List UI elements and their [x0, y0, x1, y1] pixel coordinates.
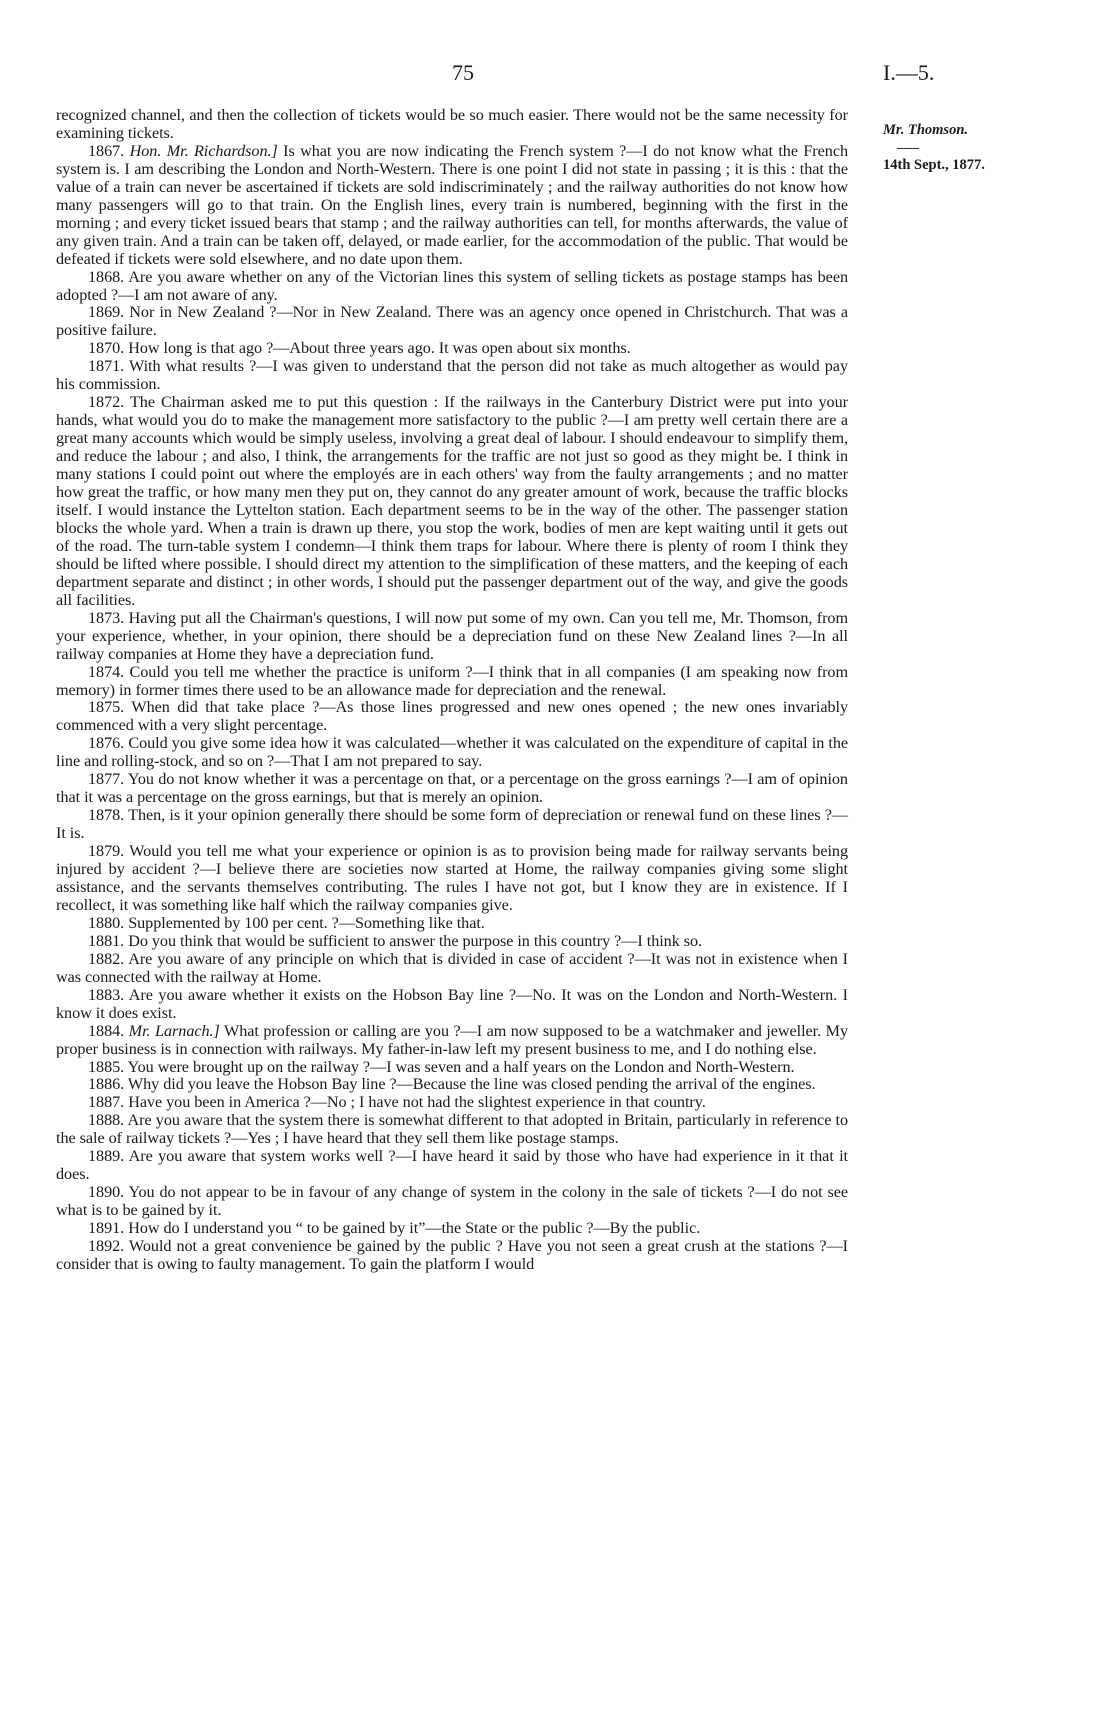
page-number: 75	[452, 60, 474, 85]
paragraph-text: Are you aware that the system there is somewhat different to that adopted in Britain, particularly in reference to the sale of railway tickets ?—Yes ; I have heard that they sell them like postage stamps.	[56, 1111, 848, 1148]
question-number: 1870.	[88, 339, 125, 358]
paragraph-text: Could you tell me whether the practice is uniform ?—I think that in all companies (I am speaking now from memory) in former times there used to be an allowance made for depreciation and the renewal.	[56, 662, 849, 699]
margin-note	[883, 121, 985, 175]
question-number: 1892.	[88, 1237, 125, 1256]
testimony-paragraph	[56, 304, 848, 340]
paragraph-text: recognized channel, and then the collection of tickets would be so much easier. There would not be the same necessity for examining tickets.	[56, 106, 848, 142]
testimony-paragraph	[56, 1076, 848, 1094]
question-number: 1867.	[88, 141, 125, 160]
page-header	[0, 60, 1114, 88]
testimony-paragraph	[56, 610, 848, 664]
testimony-paragraph	[56, 1094, 848, 1112]
question-number: 1886.	[88, 1075, 125, 1094]
testimony-paragraph	[56, 269, 848, 305]
paragraph-text: Supplemented by 100 per cent. ?—Something like that.	[128, 913, 485, 932]
hearing-date: 14th Sept., 1877.	[883, 157, 985, 173]
testimony-paragraph	[56, 843, 848, 915]
paragraph-text: You do not know whether it was a percentage on that, or a percentage on the gross earnings ?—I am of opinion that it was a percentage on the gross earnings, but that is merely an opinion.	[56, 770, 848, 807]
question-number: 1889.	[88, 1147, 125, 1166]
question-number: 1871.	[88, 357, 125, 376]
question-number: 1881.	[88, 931, 125, 950]
testimony-paragraph	[56, 1148, 848, 1184]
paragraph-text: Are you aware of any principle on which that is divided in case of accident ?—It was not in existence when I was connected with the railway at Home.	[56, 949, 848, 986]
question-number: 1880.	[88, 913, 125, 932]
paragraph-text: The Chairman asked me to put this question : If the railways in the Canterbury District were put into your hands, what would you do to make the management more satisfactory to the public ?—I am pretty well certain there are a great many accounts which would be simply useless, involving a great deal of labour. I should endeavour to simplify them, and reduce the labour ; and also, I think, the arrangements for the traffic are not just so good as they might be. I think in many stations I could point out where the employés are in each others' way from the faulty arrangements ; and no matter how great the traffic, or how many men they put on, they cannot do any greater amount of work, because the traffic blocks itself. I would instance the Lyttelton station. Each department seems to be in the way of the other. The passenger station blocks the whole yard. When a train is drawn up there, you stop the work, bodies of men are kept waiting until it gets out of the road. The turn-table system I condemn—I think them traps for labour. Where there is plenty of room I think they should be lifted where possible. I should direct my attention to the simplification of these matters, and the keeping of each department separate and distinct ; in other words, I should put the passenger department out of the way, and give the goods all facilities.	[56, 393, 848, 609]
paragraph-text: When did that take place ?—As those lines progressed and new ones opened ; the new ones invariably commenced with a very slight percentage.	[56, 698, 848, 735]
document-reference: I.—5.	[883, 60, 935, 85]
paragraph-text: Would you tell me what your experience or opinion is as to provision being made for railway servants being injured by accident ?—I believe there are societies now started at Home, the railway companies giving some slight assistance, and the servants themselves contributing. The rules I have not got, but I know they are in existence. If I recollect, it was something like half which the railway companies give.	[56, 842, 848, 914]
question-number: 1888.	[88, 1111, 125, 1130]
paragraph-text: Do you think that would be sufficient to answer the purpose in this country ?—I think so.	[128, 931, 703, 950]
question-number: 1882.	[88, 949, 125, 968]
testimony-paragraph	[56, 807, 848, 843]
paragraph-text: Are you aware that system works well ?—I have heard it said by those who have had experience in it that it does.	[56, 1147, 849, 1184]
question-number: 1879.	[88, 842, 125, 861]
testimony-paragraph	[56, 394, 848, 609]
paragraph-text: Are you aware whether it exists on the Hobson Bay line ?—No. It was on the London and North-Western. I know it does exist.	[56, 985, 848, 1022]
divider	[897, 148, 919, 149]
paragraph-text: Are you aware whether on any of the Victorian lines this system of selling tickets as postage stamps has been adopted ?—I am not aware of any.	[56, 267, 848, 304]
question-number: 1874.	[88, 662, 125, 681]
paragraph-text: With what results ?—I was given to understand that the person did not take as much altogether as would pay his commission.	[56, 357, 848, 394]
paragraph-text: Have you been in America ?—No ; I have not had the slightest experience in that country.	[128, 1093, 706, 1112]
question-number: 1872.	[88, 393, 125, 412]
paragraph-text: How long is that ago ?—About three years ago. It was open about six months.	[128, 339, 631, 358]
testimony-paragraph	[56, 915, 848, 933]
paragraph-text: Would not a great convenience be gained by the public ? Have you not seen a great crush at the stations ?—I consider that is owing to faulty management. To gain the platform I would	[56, 1237, 848, 1273]
paragraph-text: Nor in New Zealand ?—Nor in New Zealand. There was an agency once opened in Christchurch. That was a positive failure.	[56, 303, 848, 340]
paragraph-text: You do not appear to be in favour of any change of system in the colony in the sale of tickets ?—I do not see what is to be gained by it.	[56, 1183, 848, 1220]
paragraph-text: What profession or calling are you ?—I am now supposed to be a watchmaker and jeweller. My proper business is in connection with railways. My father-in-law left my present business to me, and I do nothing else.	[56, 1021, 848, 1058]
testimony-paragraph	[56, 340, 848, 358]
paragraph-text: Then, is it your opinion generally there should be some form of depreciation or renewal fund on these lines ?—It is.	[56, 806, 848, 843]
speaker-name: Hon. Mr. Richardson.]	[129, 141, 278, 160]
question-number: 1890.	[88, 1183, 125, 1202]
paragraph-text: Having put all the Chairman's questions, I will now put some of my own. Can you tell me, Mr. Thomson, from your experience, whether, in your opinion, there should be a depreciation fund on these New Zealand lines ?—In all railway companies at Home they have a depreciation fund.	[56, 608, 849, 663]
question-number: 1884.	[88, 1021, 125, 1040]
question-number: 1876.	[88, 734, 125, 753]
testimony-paragraph	[56, 107, 848, 143]
testimony-paragraph	[56, 664, 848, 700]
paragraph-text: How do I understand you “ to be gained by it”—the State or the public ?—By the public.	[128, 1219, 701, 1238]
testimony-paragraph	[56, 735, 848, 771]
testimony-paragraph	[56, 951, 848, 987]
question-number: 1869.	[88, 303, 125, 322]
testimony-paragraph	[56, 1220, 848, 1238]
paragraph-text: Is what you are now indicating the French system ?—I do not know what the French system is. I am describing the London and North-Western. There is one point I did not state in passing ; it is this : that the value of a train can never be ascertained if tickets are sold indiscriminately ; and the railway authorities do not know how many passengers will go to that train. On the English lines, every train is numbered, beginning with the first in the morning ; and every ticket issued bears that stamp ; and the railway authorities can tell, for months afterwards, the value of any given train. And a train can be taken off, delayed, or made earlier, for the accommodation of the public. That would be defeated if tickets were sold elsewhere, and no date upon them.	[56, 141, 848, 268]
question-number: 1868.	[88, 267, 125, 286]
testimony-paragraph	[56, 143, 848, 269]
question-number: 1885.	[88, 1057, 125, 1076]
question-number: 1875.	[88, 698, 125, 717]
testimony-paragraph	[56, 1184, 848, 1220]
testimony-paragraph	[56, 1059, 848, 1077]
paragraph-text: Why did you leave the Hobson Bay line ?—Because the line was closed pending the arrival of the engines.	[127, 1075, 816, 1094]
testimony-paragraph	[56, 1023, 848, 1059]
testimony-paragraph	[56, 933, 848, 951]
testimony-paragraph	[56, 1238, 848, 1274]
testimony-paragraph	[56, 1112, 848, 1148]
testimony-paragraph	[56, 699, 848, 735]
paragraph-text: You were brought up on the railway ?—I was seven and a half years on the London and North-Western.	[127, 1057, 795, 1076]
paragraph-text: Could you give some idea how it was calculated—whether it was calculated on the expenditure of capital in the line and rolling-stock, and so on ?—That I am not prepared to say.	[56, 734, 848, 771]
testimony-paragraph	[56, 358, 848, 394]
speaker-name: Mr. Larnach.]	[128, 1021, 220, 1040]
witness-name: Mr. Thomson.	[883, 122, 969, 138]
question-number: 1887.	[88, 1093, 125, 1112]
question-number: 1883.	[88, 985, 125, 1004]
question-number: 1891.	[88, 1219, 125, 1238]
testimony-paragraph	[56, 771, 848, 807]
body-text	[56, 107, 848, 1274]
testimony-paragraph	[56, 987, 848, 1023]
question-number: 1873.	[88, 608, 125, 627]
question-number: 1878.	[88, 806, 125, 825]
question-number: 1877.	[88, 770, 125, 789]
